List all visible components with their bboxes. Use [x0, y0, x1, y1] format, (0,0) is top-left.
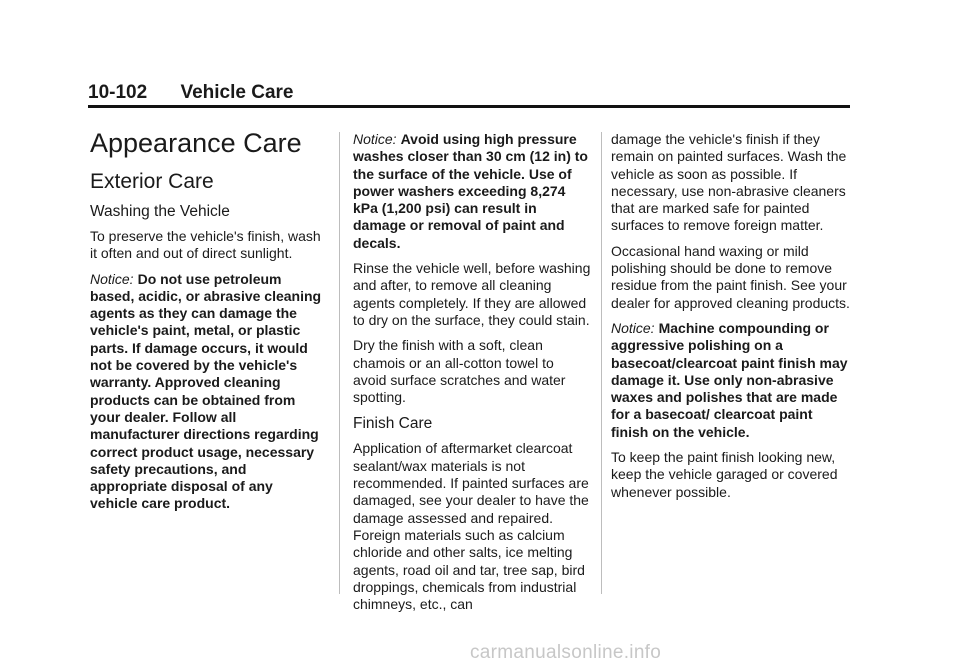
notice-label: Notice:: [353, 131, 397, 147]
paragraph: damage the vehicle's finish if they remain on painted surfaces. Wash the vehicle as soon as possible. If necessary, use non-abrasive cleaners that are marked safe for painted surfaces to remove foreign matter.: [611, 131, 847, 234]
section-heading: Exterior Care: [90, 170, 214, 193]
paragraph: Rinse the vehicle well, before washing and after, to remove all cleaning agents completely. If they are allowed to dry on the surface, they could stain.: [353, 260, 591, 328]
page-header: [88, 82, 850, 108]
paragraph: Application of aftermarket clearcoat sealant/wax materials is not recommended. If painted surfaces are damaged, see your dealer to have the damage assessed and repaired. Foreign materials such as calcium chloride and other salts, ice melting agents, road oil and tar, tree sap, bird droppings, chemicals from industrial chimneys, etc., can: [353, 440, 589, 613]
paragraph: To keep the paint finish looking new, keep the vehicle garaged or covered whenever possible.: [611, 449, 838, 500]
paragraph: Occasional hand waxing or mild polishing should be done to remove residue from the paint finish. See your dealer for approved cleaning products.: [611, 242, 850, 311]
notice-text: Machine compounding or aggressive polishing on a basecoat/clearcoat paint finish may damage it. Use only non-abrasive waxes and polishes that are made for a basecoat/ clearcoat paint finish on the vehicle.: [611, 319, 848, 440]
subsection-heading: Washing the Vehicle: [90, 203, 230, 220]
column-3: [611, 131, 851, 509]
notice-label: Notice:: [611, 319, 655, 336]
notice-block: [611, 320, 851, 441]
column-divider: [339, 132, 340, 594]
notice-block: [353, 131, 591, 252]
notice-text: Avoid using high pressure washes closer than 30 cm (12 in) to the surface of the vehicle. Use of power washers exceeding 8,274 kPa (1,200 psi) can result in damage or removal of paint and decals.: [353, 131, 588, 251]
page-number: 10-102: [88, 82, 148, 103]
section-title: Vehicle Care: [180, 82, 294, 103]
page-title: Appearance Care: [90, 128, 302, 158]
notice-text: Do not use petroleum based, acidic, or abrasive cleaning agents as they can damage the vehicle's paint, metal, or plastic parts. If damage occurs, it would not be covered by the vehicle's warranty. Approved cleaning products can be obtained from your dealer. Follow all manufacturer directions regarding correct product usage, necessary safety precautions, and appropriate disposal of any vehicle care product.: [90, 270, 322, 512]
column-1: [90, 128, 322, 521]
column-2: [353, 131, 591, 621]
subsection-heading: Finish Care: [353, 415, 433, 433]
paragraph: To preserve the vehicle's finish, wash it often and out of direct sunlight.: [90, 228, 321, 262]
column-divider: [601, 132, 602, 594]
watermark: carmanualsonline.info: [470, 642, 662, 663]
notice-label: Notice:: [90, 270, 134, 287]
paragraph: Dry the finish with a soft, clean chamois or an all-cotton towel to avoid surface scratches and water spotting.: [353, 337, 566, 406]
notice-block: [90, 271, 322, 513]
